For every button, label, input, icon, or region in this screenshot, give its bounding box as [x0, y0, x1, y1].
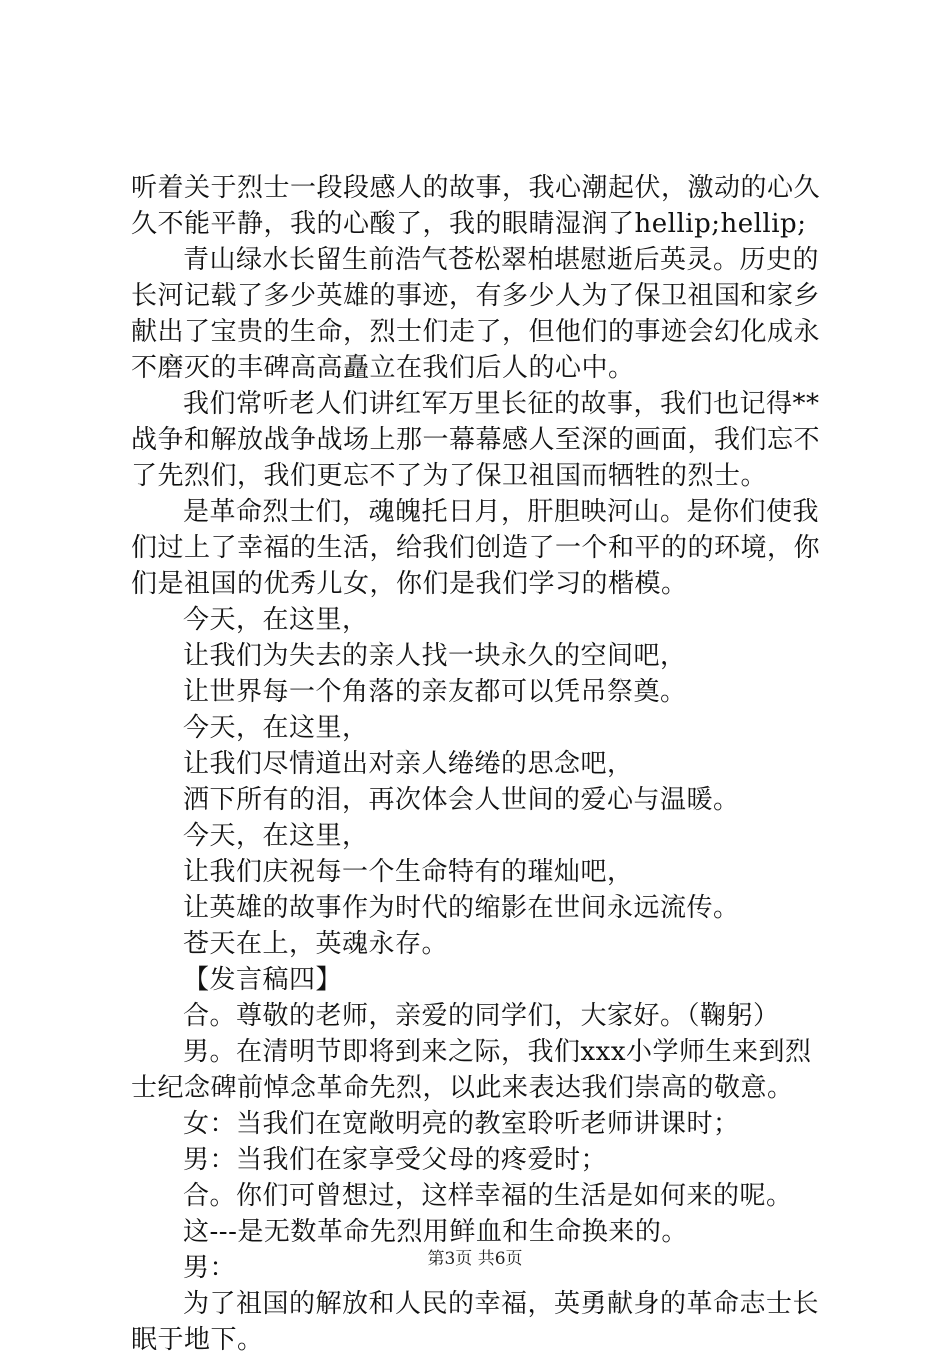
paragraph: 让世界每一个角落的亲友都可以凭吊祭奠。 [183, 677, 687, 707]
paragraph: 合。你们可曾想过，这样幸福的生活是如何来的呢。 [183, 1181, 793, 1211]
paragraph: 男： [183, 1253, 237, 1283]
paragraph: 女：当我们在宽敞明亮的教室聆听老师讲课时； [183, 1109, 740, 1139]
paragraph: 青山绿水长留生前浩气苍松翠柏堪慰逝后英灵。历史的长河记载了多少英雄的事迹，有多少人为了保卫祖国和家乡献出了宝贵的生命，烈士们走了，但他们的事迹会幻化成永不磨灭的丰碑高高矗立在我们后人的心中。 [131, 245, 821, 383]
paragraph: 让英雄的故事作为时代的缩影在世间永远流传。 [183, 893, 740, 923]
paragraph: 让我们为失去的亲人找一块永久的空间吧， [183, 641, 687, 671]
paragraph: 是革命烈士们，魂魄托日月，肝胆映河山。是你们使我们过上了幸福的生活，给我们创造了一个和平的的环境，你们是祖国的优秀儿女，你们是我们学习的楷模。 [131, 497, 821, 599]
paragraph: 我们常听老人们讲红军万里长征的故事，我们也记得**战争和解放战争战场上那一幕幕感人至深的画面，我们忘不了先烈们，我们更忘不了为了保卫祖国而牺牲的烈士。 [131, 389, 821, 491]
paragraph: 为了祖国的解放和人民的幸福，英勇献身的革命志士长眠于地下。 [131, 1289, 820, 1355]
paragraph: 让我们尽情道出对亲人绻绻的思念吧， [183, 749, 634, 779]
paragraph: 让我们庆祝每一个生命特有的璀灿吧， [183, 857, 634, 887]
paragraph: 男：当我们在家享受父母的疼爱时； [183, 1145, 608, 1175]
paragraph: 今天，在这里， [183, 713, 369, 743]
paragraph: 洒下所有的泪，再次体会人世间的爱心与温暖。 [183, 785, 740, 815]
paragraph: 听着关于烈士一段段感人的故事，我心潮起伏，激动的心久久不能平静，我的心酸了，我的眼睛湿润了hellip;hellip; [131, 173, 821, 239]
paragraph: 合。尊敬的老师，亲爱的同学们，大家好。（鞠躬） [183, 1001, 780, 1031]
document-body [131, 170, 831, 1358]
paragraph: 男。在清明节即将到来之际，我们xxx小学师生来到烈士纪念碑前悼念革命先烈，以此来表达我们崇高的敬意。 [131, 1037, 812, 1103]
paragraph: 今天，在这里， [183, 821, 369, 851]
paragraph: 今天，在这里， [183, 605, 369, 635]
paragraph: 苍天在上，英魂永存。 [183, 929, 449, 959]
paragraph: 【发言稿四】 [183, 965, 343, 995]
page-footer: 第3页 共6页 [427, 1249, 523, 1269]
paragraph: 这---是无数革命先烈用鲜血和生命换来的。 [183, 1217, 688, 1247]
